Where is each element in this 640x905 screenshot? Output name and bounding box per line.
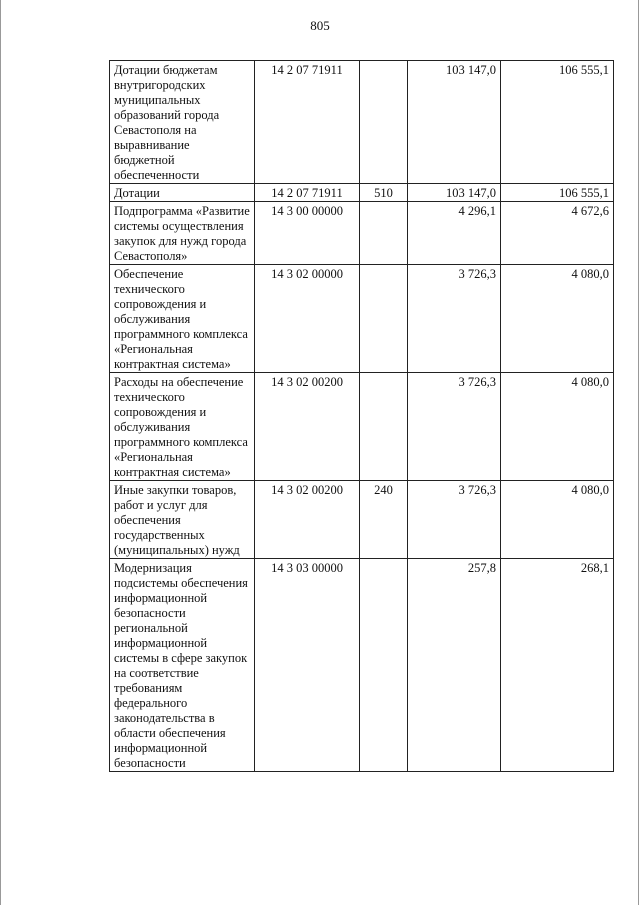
- row-name-text: Подпрограмма «Развитие системы осуществления закупок для нужд города Севастополя»: [114, 204, 250, 263]
- table-row: [110, 481, 614, 559]
- row-code: 14 3 03 00000: [255, 559, 360, 772]
- row-name: [110, 265, 255, 373]
- table-row: [110, 61, 614, 184]
- row-name: [110, 559, 255, 772]
- row-code: 14 3 02 00200: [255, 373, 360, 481]
- row-type: [360, 373, 408, 481]
- row-type: 510: [360, 184, 408, 202]
- row-name-text: Расходы на обеспечение технического сопровождения и обслуживания программного комплекса «Региональная контрактная система»: [114, 375, 248, 479]
- table-row: [110, 373, 614, 481]
- row-name-text: Модернизация подсистемы обеспечения информационной безопасности региональной информационной системы в сфере закупок на соответствие требованиям федерального законодательства в области обеспечения информационной безопасности: [114, 561, 248, 770]
- row-name: [110, 373, 255, 481]
- row-name-text: Обеспечение технического сопровождения и обслуживания программного комплекса «Региональная контрактная система»: [114, 267, 248, 371]
- row-value-1: 257,8: [408, 559, 501, 772]
- row-name: [110, 184, 255, 202]
- row-code: 14 3 02 00200: [255, 481, 360, 559]
- row-value-1: 3 726,3: [408, 373, 501, 481]
- row-name: [110, 61, 255, 184]
- row-name-text: Иные закупки товаров, работ и услуг для обеспечения государственных (муниципальных) нужд: [114, 483, 240, 557]
- row-value-2: 106 555,1: [501, 184, 614, 202]
- row-code: 14 2 07 71911: [255, 61, 360, 184]
- row-name: [110, 481, 255, 559]
- row-type: [360, 265, 408, 373]
- row-value-1: 103 147,0: [408, 184, 501, 202]
- row-code: 14 3 00 00000: [255, 202, 360, 265]
- row-value-2: 268,1: [501, 559, 614, 772]
- scan-right-edge: [638, 0, 639, 905]
- row-code: 14 3 02 00000: [255, 265, 360, 373]
- row-name-text: Дотации: [114, 186, 160, 200]
- table-row: [110, 265, 614, 373]
- table-row: [110, 559, 614, 772]
- row-value-2: 106 555,1: [501, 61, 614, 184]
- scan-left-edge: [0, 0, 1, 905]
- row-value-1: 4 296,1: [408, 202, 501, 265]
- row-value-1: 3 726,3: [408, 481, 501, 559]
- row-type: [360, 202, 408, 265]
- row-name-text: Дотации бюджетам внутригородских муниципальных образований города Севастополя на выравнивание бюджетной обеспеченности: [114, 63, 220, 182]
- row-value-2: 4 080,0: [501, 481, 614, 559]
- row-value-1: 3 726,3: [408, 265, 501, 373]
- row-code: 14 2 07 71911: [255, 184, 360, 202]
- table-row: [110, 202, 614, 265]
- row-type: 240: [360, 481, 408, 559]
- row-name: [110, 202, 255, 265]
- row-type: [360, 61, 408, 184]
- row-type: [360, 559, 408, 772]
- row-value-2: 4 080,0: [501, 265, 614, 373]
- page-number: 805: [310, 18, 330, 33]
- table-row: [110, 184, 614, 202]
- budget-table: [109, 60, 614, 772]
- row-value-2: 4 672,6: [501, 202, 614, 265]
- row-value-2: 4 080,0: [501, 373, 614, 481]
- row-value-1: 103 147,0: [408, 61, 501, 184]
